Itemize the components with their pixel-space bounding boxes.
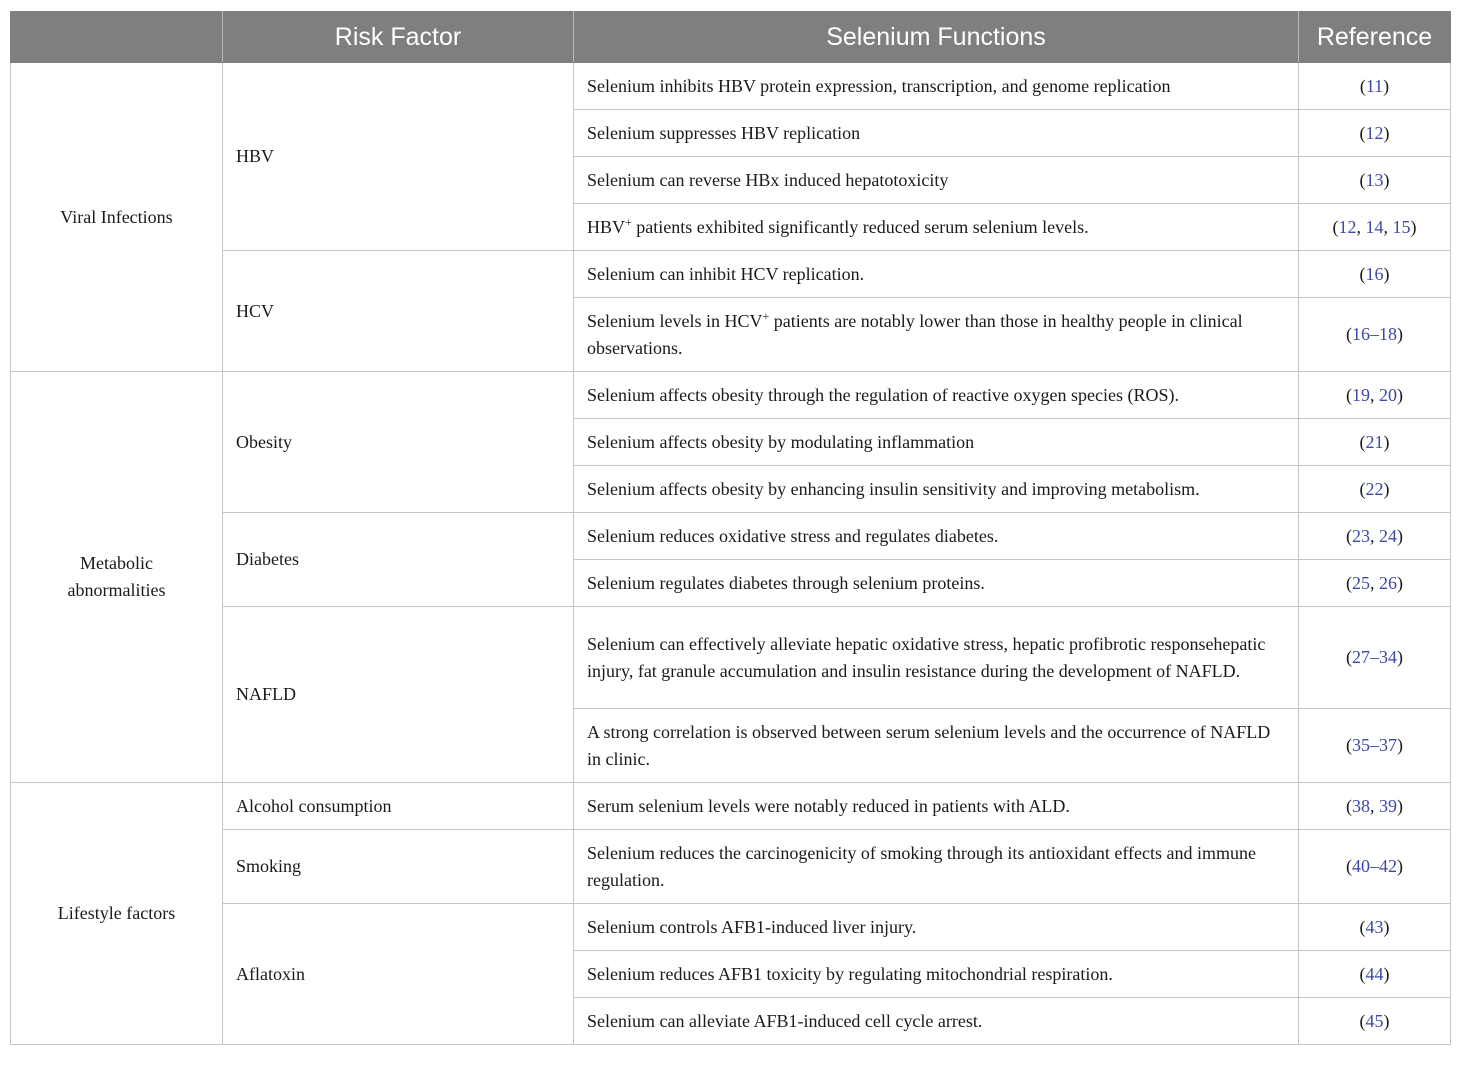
reference-link[interactable]: 16 [1365, 263, 1384, 284]
factor-cell-diabetes: Diabetes [223, 513, 574, 607]
header-risk-factor: Risk Factor [223, 12, 574, 63]
reference-link[interactable]: 20 [1379, 384, 1397, 405]
function-text: Serum selenium levels were notably reduced in patients with ALD. [587, 795, 1070, 816]
reference-cell: (43) [1299, 904, 1451, 951]
reference-cell: (22) [1299, 466, 1451, 513]
factor-cell-hcv: HCV [223, 251, 574, 372]
function-cell [574, 204, 1299, 251]
function-cell [574, 830, 1299, 904]
function-text: Selenium can alleviate AFB1-induced cell cycle arrest. [587, 1010, 983, 1031]
reference-cell: (21) [1299, 419, 1451, 466]
function-cell [574, 904, 1299, 951]
reference-link[interactable]: 27–34 [1352, 647, 1397, 667]
reference-link[interactable]: 43 [1365, 916, 1384, 937]
header-reference: Reference [1299, 12, 1451, 63]
reference-cell: (12, 14, 15) [1299, 204, 1451, 251]
reference-link[interactable]: 12 [1365, 122, 1384, 143]
factor-cell-smoking: Smoking [223, 830, 574, 904]
function-cell [574, 419, 1299, 466]
reference-link[interactable]: 38 [1352, 795, 1370, 816]
factor-cell-alcohol-consumption: Alcohol consumption [223, 783, 574, 830]
function-text: Selenium inhibits HBV protein expression, transcription, and genome replication [587, 75, 1171, 96]
risk-factor-table [10, 11, 1451, 1045]
function-cell [574, 251, 1299, 298]
table-row [11, 513, 1451, 560]
reference-cell: (45) [1299, 998, 1451, 1045]
reference-link[interactable]: 13 [1365, 169, 1384, 190]
table-row [11, 372, 1451, 419]
header-row [11, 12, 1451, 63]
superscript-plus: + [762, 308, 770, 323]
function-text: Selenium affects obesity by modulating inflammation [587, 431, 975, 452]
reference-cell: (27–34) [1299, 607, 1451, 709]
function-text: A strong correlation is observed between serum selenium levels and the occurrence of NAFLD in clinic. [587, 721, 1271, 769]
reference-cell: (25, 26) [1299, 560, 1451, 607]
reference-cell: (38, 39) [1299, 783, 1451, 830]
function-cell [574, 63, 1299, 110]
reference-cell: (44) [1299, 951, 1451, 998]
factor-cell-aflatoxin: Aflatoxin [223, 904, 574, 1045]
reference-link[interactable]: 45 [1365, 1010, 1384, 1031]
function-text: Selenium reduces oxidative stress and regulates diabetes. [587, 525, 999, 546]
function-text: Selenium reduces the carcinogenicity of smoking through its antioxidant effects and immune regulation. [587, 842, 1256, 890]
reference-link[interactable]: 40–42 [1352, 856, 1397, 876]
table-row [11, 830, 1451, 904]
function-cell [574, 998, 1299, 1045]
function-cell [574, 709, 1299, 783]
reference-link[interactable]: 44 [1365, 963, 1384, 984]
function-cell [574, 607, 1299, 709]
header-group [11, 12, 223, 63]
function-text: Selenium can reverse HBx induced hepatotoxicity [587, 169, 949, 190]
function-text: patients are notably lower than those in healthy people in clinical observations. [587, 310, 1243, 358]
reference-link[interactable]: 26 [1379, 572, 1397, 593]
function-cell [574, 298, 1299, 372]
table-row [11, 607, 1451, 709]
reference-link[interactable]: 24 [1379, 525, 1397, 546]
function-text: Selenium levels in HCV [587, 310, 763, 331]
function-cell [574, 110, 1299, 157]
function-text: Selenium reduces AFB1 toxicity by regulating mitochondrial respiration. [587, 963, 1113, 984]
function-text: Selenium controls AFB1-induced liver injury. [587, 916, 917, 937]
function-text: patients exhibited significantly reduced serum selenium levels. [631, 216, 1089, 237]
function-cell [574, 513, 1299, 560]
table-row [11, 251, 1451, 298]
reference-link[interactable]: 25 [1352, 572, 1370, 593]
reference-link[interactable]: 35–37 [1352, 735, 1397, 755]
reference-cell: (12) [1299, 110, 1451, 157]
function-text: Selenium suppresses HBV replication [587, 122, 861, 143]
reference-cell: (16–18) [1299, 298, 1451, 372]
reference-link[interactable]: 12 [1338, 216, 1357, 237]
function-text: Selenium can inhibit HCV replication. [587, 263, 865, 284]
reference-link[interactable]: 19 [1352, 384, 1370, 405]
group-cell-lifestyle-factors: Lifestyle factors [11, 783, 223, 1045]
reference-link[interactable]: 11 [1365, 75, 1384, 96]
reference-cell: (11) [1299, 63, 1451, 110]
function-cell [574, 466, 1299, 513]
group-cell-metabolic-abnormalities: Metabolic abnormalities [11, 372, 223, 783]
reference-cell: (40–42) [1299, 830, 1451, 904]
function-text: Selenium can effectively alleviate hepatic oxidative stress, hepatic profibrotic responsehepatic injury, fat granule accumulation and insulin resistance during the development of NAFLD. [587, 633, 1266, 681]
function-text: Selenium regulates diabetes through selenium proteins. [587, 572, 985, 593]
reference-link[interactable]: 15 [1392, 216, 1411, 237]
reference-link[interactable]: 23 [1352, 525, 1370, 546]
reference-cell: (13) [1299, 157, 1451, 204]
reference-cell: (23, 24) [1299, 513, 1451, 560]
function-text: Selenium affects obesity through the regulation of reactive oxygen species (ROS). [587, 384, 1180, 405]
function-cell [574, 951, 1299, 998]
function-cell [574, 560, 1299, 607]
header-selenium-functions: Selenium Functions [574, 12, 1299, 63]
reference-cell: (16) [1299, 251, 1451, 298]
table-row [11, 904, 1451, 951]
factor-cell-hbv: HBV [223, 63, 574, 251]
factor-cell-nafld: NAFLD [223, 607, 574, 783]
superscript-plus: + [625, 214, 632, 229]
reference-link[interactable]: 22 [1365, 478, 1384, 499]
reference-cell: (19, 20) [1299, 372, 1451, 419]
function-cell [574, 372, 1299, 419]
factor-cell-obesity: Obesity [223, 372, 574, 513]
table-row [11, 63, 1451, 110]
reference-link[interactable]: 21 [1365, 431, 1384, 452]
group-cell-viral-infections: Viral Infections [11, 63, 223, 372]
reference-cell: (35–37) [1299, 709, 1451, 783]
function-text: HBV [587, 216, 626, 237]
function-text: Selenium affects obesity by enhancing insulin sensitivity and improving metabolism. [587, 478, 1200, 499]
reference-link[interactable]: 39 [1379, 795, 1397, 816]
reference-link[interactable]: 16–18 [1352, 324, 1397, 344]
reference-link[interactable]: 14 [1365, 216, 1384, 237]
function-cell [574, 157, 1299, 204]
table-row [11, 783, 1451, 830]
function-cell [574, 783, 1299, 830]
